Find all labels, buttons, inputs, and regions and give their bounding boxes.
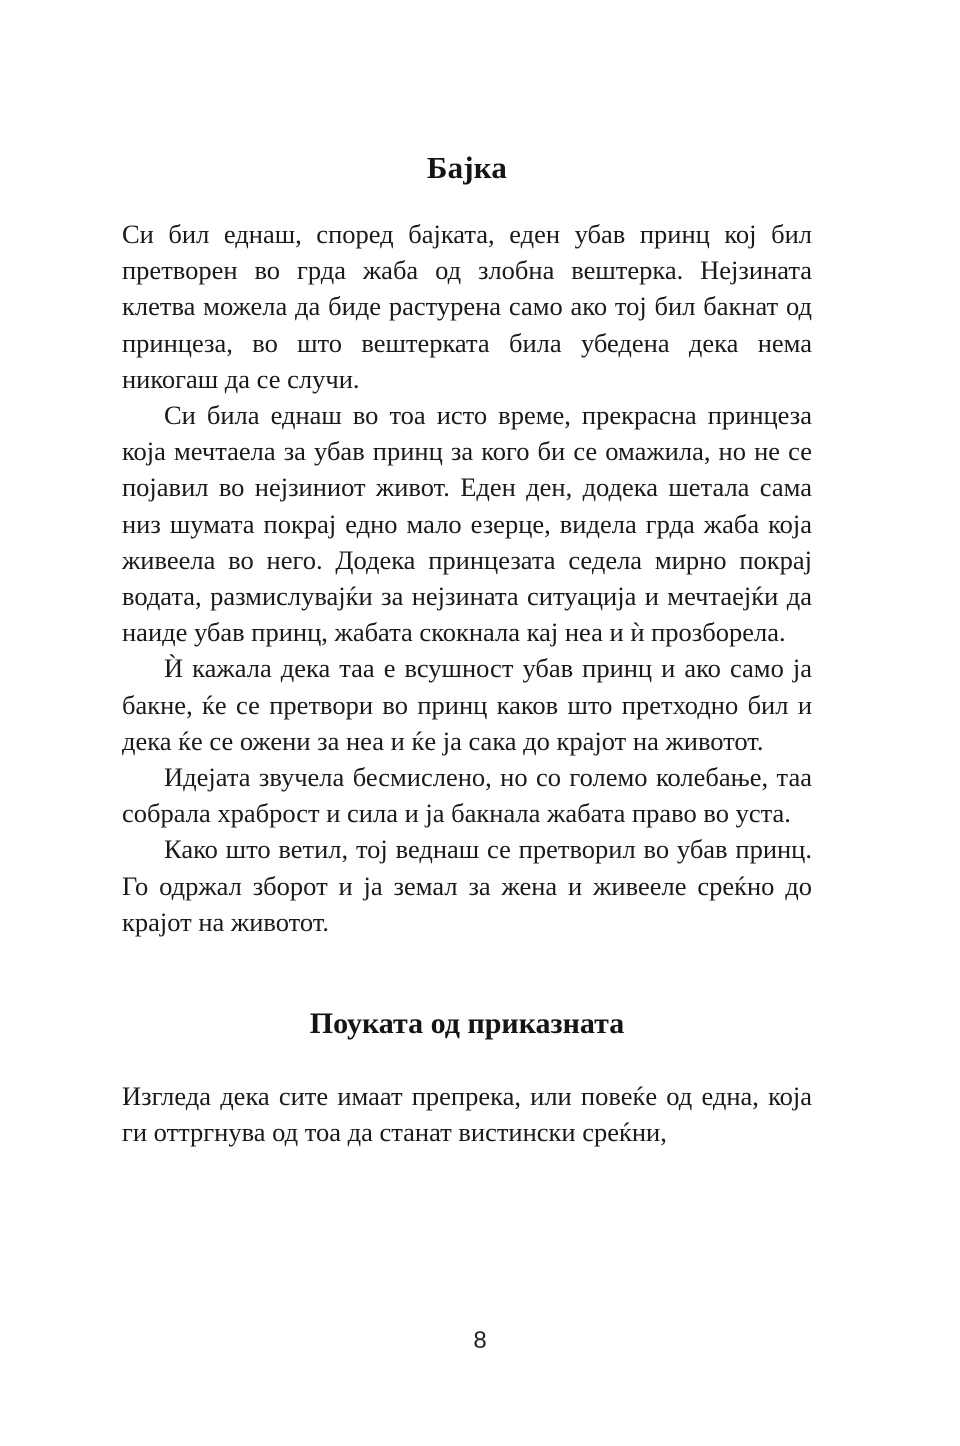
page-number: 8 [473,1327,487,1354]
story-paragraph-3: Ѝ кажала дека таа е всушност убав принц и ако само ја бакне, ќе се претвори во принц каков што претходно бил и дека ќе се ожени за неа и ќе ја сака до крајот на животот. [122,653,812,756]
story-paragraph-1: Си бил еднаш, според бајката, еден убав принц кој бил претворен во грда жаба од злобна вештерка. Нејзината клетва можела да биде растурена само ако тој бил бакнат од принцеза, во што вештерката била убедена дека нема никогаш да се случи. [122,219,812,394]
story-paragraph-4: Идејата звучела бесмислено, но со големо колебање, таа собрала храброст и сила и ја бакнала жабата право во уста. [122,762,812,829]
story-paragraph-5: Како што ветил, тој веднаш се претворил во убав принц. Го одржал зборот и ја земал за жена и живееле среќно до крајот на животот. [122,834,812,937]
story-body [122,216,812,940]
page-title: Бајка [426,150,508,185]
page-content-column [122,150,812,1150]
moral-body [122,1078,812,1150]
story-paragraph-2: Си била еднаш во тоа исто време, прекрасна принцеза која мечтаела за убав принц за кого би се омажила, но не се појавил во нејзиниот живот. Еден ден, додека шетала сама низ шумата покрај едно мало езерце, видела грда жаба која живеела во него. Додека принцезата седела мирно покрај водата, размислувајќи за нејзината ситуација и мечтаејќи да наиде убав принц, жабата скокнала кај неа и ѝ прозборела. [122,400,812,648]
section-heading-moral: Поуката од приказната [309,1007,625,1041]
moral-paragraph-1: Изгледа дека сите имаат препрека, или повеќе од една, која ги оттргнува од тоа да станат вистински среќни, [122,1081,812,1148]
